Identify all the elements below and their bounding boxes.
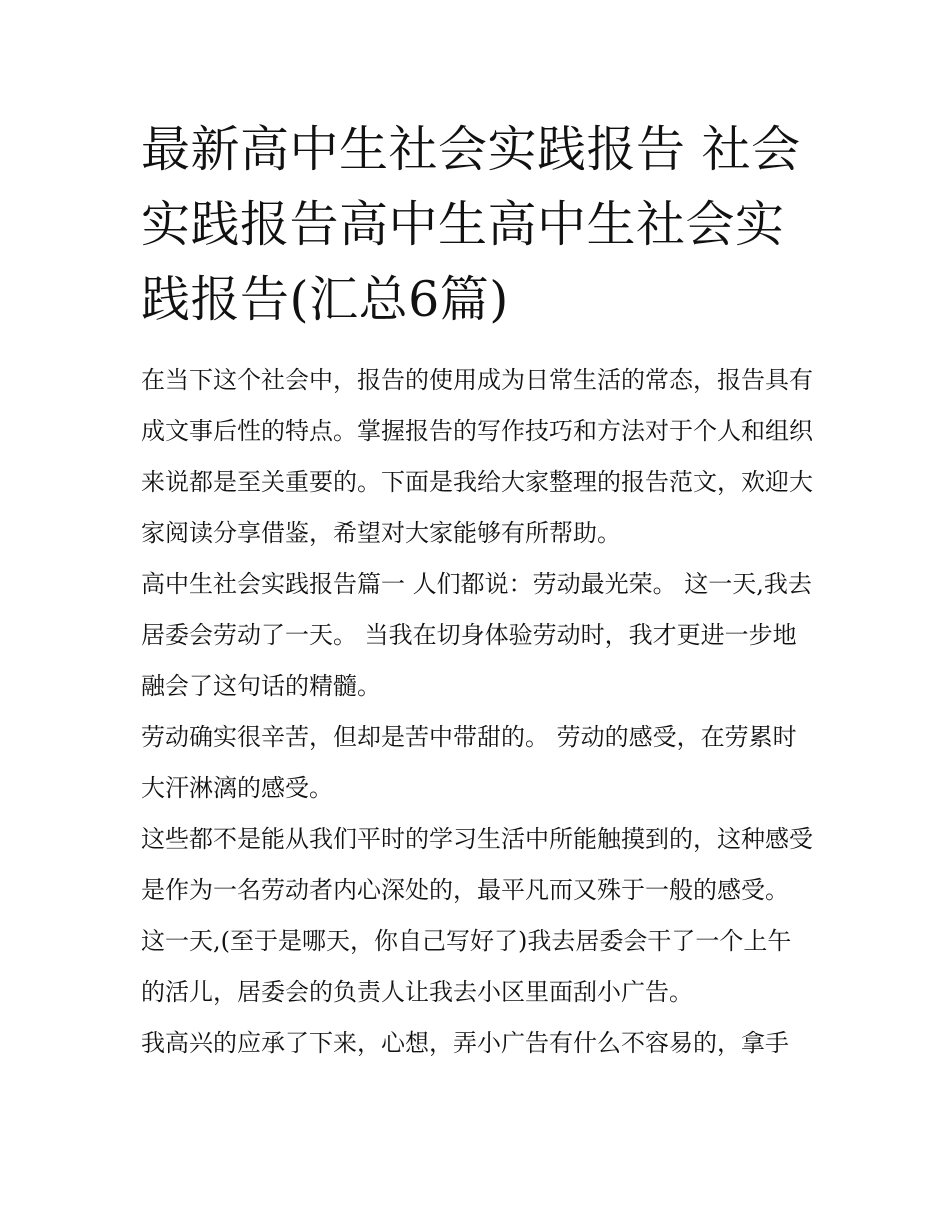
body-paragraph: 高中生社会实践报告篇一 人们都说：劳动最光荣。 这一天,我去居委会劳动了一天。 当我在切身体验劳动时，我才更进一步地融会了这句话的精髓。	[141, 570, 812, 700]
body-paragraph: 我高兴的应承了下来，心想，弄小广告有什么不容易的，拿手	[141, 1029, 789, 1057]
body-paragraph: 这些都不是能从我们平时的学习生活中所能触摸到的，这种感受是作为一名劳动者内心深处的，最平凡而又殊于一般的感受。	[141, 825, 813, 904]
intro-paragraph: 在当下这个社会中，报告的使用成为日常生活的常态，报告具有成文事后性的特点。掌握报告的写作技巧和方法对于个人和组织来说都是至关重要的。下面是我给大家整理的报告范文，欢迎大家阅读分享借鉴，希望对大家能够有所帮助。	[141, 366, 813, 547]
body-paragraph: 劳动确实很辛苦，但却是苦中带甜的。 劳动的感受，在劳累时大汗淋漓的感受。	[141, 723, 797, 802]
document-body	[141, 355, 813, 1069]
document-title: 最新高中生社会实践报告 社会实践报告高中生高中生社会实践报告(汇总6篇)	[141, 121, 801, 328]
document-content	[141, 112, 813, 1069]
body-paragraph: 这一天,(至于是哪天，你自己写好了)我去居委会干了一个上午的活儿，居委会的负责人让我去小区里面刮小广告。	[141, 927, 792, 1006]
